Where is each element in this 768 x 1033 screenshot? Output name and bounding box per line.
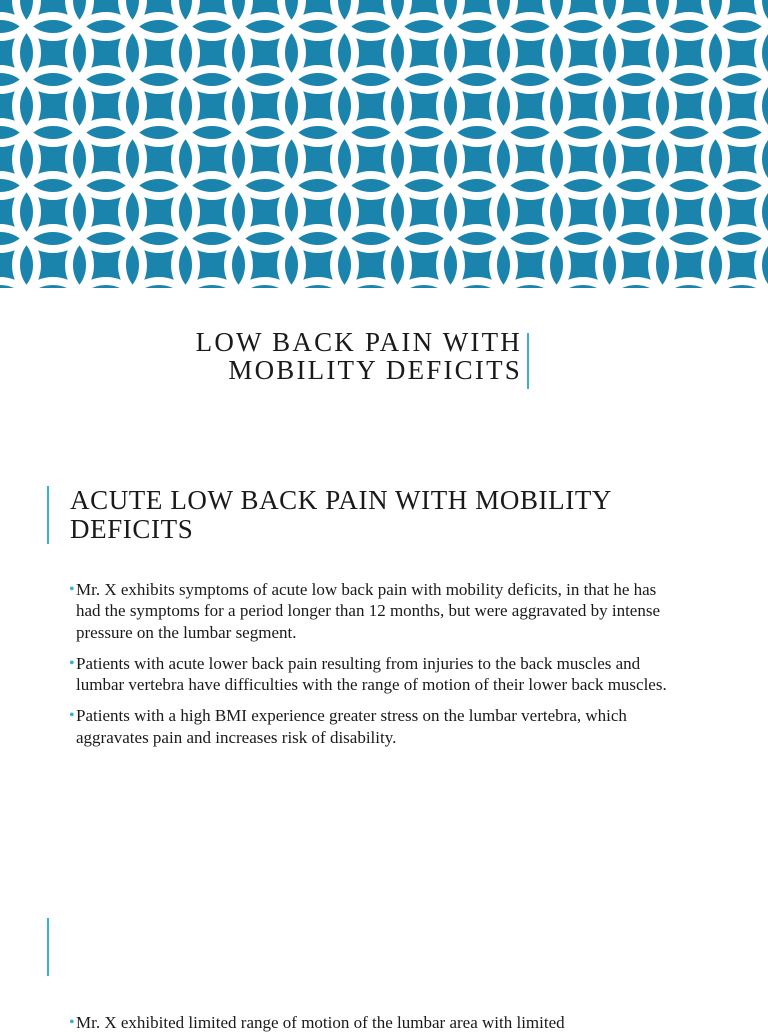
heading-accent-bar (47, 486, 49, 544)
title-accent-bar (527, 333, 529, 389)
next-slide-accent-bar (47, 918, 49, 976)
list-item (70, 705, 680, 748)
bullet-text: Mr. X exhibited limited range of motion of the lumbar area with limited (76, 1013, 565, 1032)
bullet-text: Mr. X exhibits symptoms of acute low back pain with mobility deficits, in that he has had the symptoms for a period longer than 12 months, but were aggravated by intense pressure on the lumbar segment. (76, 580, 660, 642)
bullet-icon: • (69, 707, 75, 725)
decorative-banner (0, 0, 768, 288)
ring-pattern (0, 0, 768, 288)
list-item (70, 579, 680, 643)
bullet-list (70, 579, 680, 758)
bullet-icon: • (69, 581, 75, 598)
list-item (70, 1012, 710, 1033)
bullet-icon: • (69, 654, 75, 672)
bullet-icon: • (69, 1014, 75, 1031)
next-slide-bullet-list (70, 1012, 710, 1033)
list-item (70, 653, 680, 696)
bullet-text: Patients with a high BMI experience greater stress on the lumbar vertebra, which aggravates pain and increases risk of disability. (76, 706, 627, 747)
slide-heading: ACUTE LOW BACK PAIN WITH MOBILITY DEFICITS (70, 485, 612, 544)
bullet-text: Patients with acute lower back pain resulting from injuries to the back muscles and lumbar vertebra have difficulties with the range of motion of their lower back muscles. (76, 653, 667, 695)
title-slide-title: LOW BACK PAIN WITH MOBILITY DEFICITS (195, 327, 522, 385)
